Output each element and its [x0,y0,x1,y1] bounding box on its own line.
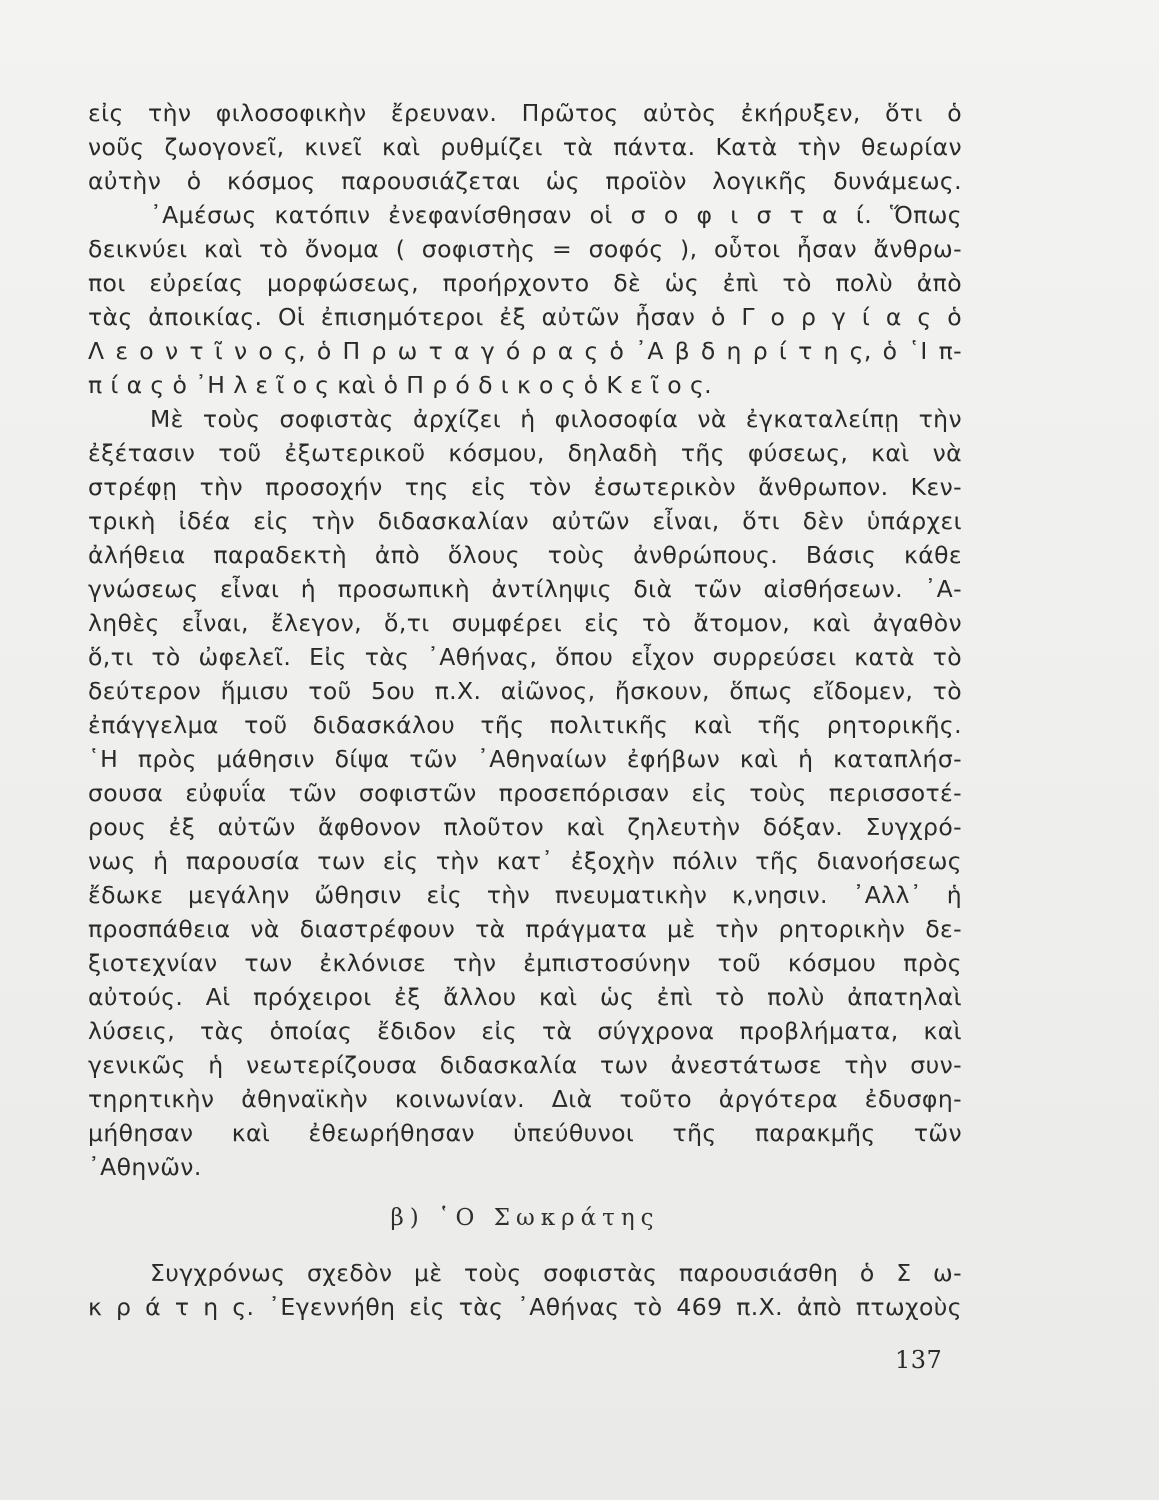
paragraph-2-line-6: π ί α ς ὁ ᾿Η λ ε ῖ ο ς καὶ ὁ Π ρ ό δ ι κ ο ς ὁ Κ ε ῖ ο ς. [88,371,713,399]
paragraph-3-line-17: ξιοτεχνίαν των ἐκλόνισε τὴν ἐμπιστοσύνην τοῦ κόσμου πρὸς [88,949,962,977]
paragraph-4-line-1: Συγχρόνως σχεδὸν μὲ τοὺς σοφιστὰς παρουσιάσθη ὁ Σ ω- [150,1259,962,1287]
paragraph-3-line-15: ἔδωκε μεγάλην ὤθησιν εἰς τὴν πνευματικὴν κ,νησιν. ᾿Αλλ᾿ ἡ [88,881,962,909]
paragraph-3-line-19: λύσεις, τὰς ὁποίας ἔδιδον εἰς τὰ σύγχρονα προβλήματα, καὶ [88,1017,962,1045]
paragraph-3-line-7: ληθὲς εἶναι, ἔλεγον, ὅ,τι συμφέρει εἰς τὸ ἄτομον, καὶ ἀγαθὸν [88,609,962,637]
section-heading: β) ῾Ο Σωκράτης [390,1205,660,1231]
paragraph-2-line-5: Λ ε ο ν τ ῖ ν ο ς, ὁ Π ρ ω τ α γ ό ρ α ς ὁ ᾿Α β δ η ρ ί τ η ς, ὁ ῾Ι π- [88,337,962,365]
paragraph-3-line-9: δεύτερον ἥμισυ τοῦ 5ου π.Χ. αἰῶνος, ἤσκουν, ὅπως εἴδομεν, τὸ [88,677,962,705]
paragraph-2-line-4: τὰς ἀποικίας. Οἱ ἐπισημότεροι ἐξ αὐτῶν ἦσαν ὁ Γ ο ρ γ ί α ς ὁ [88,303,962,331]
paragraph-4-line-2: κ ρ ά τ η ς. ᾿Εγεννήθη εἰς τὰς ᾿Αθήνας τὸ 469 π.Χ. ἀπὸ πτωχοὺς [88,1293,962,1321]
paragraph-3-line-4: τρικὴ ἰδέα εἰς τὴν διδασκαλίαν αὐτῶν εἶναι, ὅτι δὲν ὑπάρχει [88,507,962,535]
paragraph-3-line-5: ἀλήθεια παραδεκτὴ ἀπὸ ὅλους τοὺς ἀνθρώπους. Βάσις κάθε [88,541,962,569]
paragraph-3-line-13: ρους ἐξ αὐτῶν ἄφθονον πλοῦτον καὶ ζηλευτὴν δόξαν. Συγχρό- [88,813,962,841]
paragraph-3-line-12: σουσα εὐφυΐα τῶν σοφιστῶν προσεπόρισαν εἰς τοὺς περισσοτέ- [88,779,962,807]
paragraph-3-line-8: ὅ,τι τὸ ὠφελεῖ. Εἰς τὰς ᾿Αθήνας, ὅπου εἶχον συρρεύσει κατὰ τὸ [88,643,962,671]
paragraph-3-line-2: ἐξέτασιν τοῦ ἐξωτερικοῦ κόσμου, δηλαδὴ τῆς φύσεως, καὶ νὰ [88,439,962,467]
paragraph-3-line-6: γνώσεως εἶναι ἡ προσωπικὴ ἀντίληψις διὰ τῶν αἰσθήσεων. ᾿Α- [88,575,962,603]
paragraph-3-line-1: Μὲ τοὺς σοφιστὰς ἀρχίζει ἡ φιλοσοφία νὰ ἐγκαταλείπῃ τὴν [150,405,962,433]
paragraph-3-line-18: αὐτούς. Αἱ πρόχειροι ἐξ ἄλλου καὶ ὡς ἐπὶ τὸ πολὺ ἀπατηλαὶ [88,983,962,1011]
paragraph-2-line-1: ᾿Αμέσως κατόπιν ἐνεφανίσθησαν οἱ σ ο φ ι σ τ α ί. Ὅπως [150,201,962,229]
paragraph-3-line-21: τηρητικὴν ἀθηναϊκὴν κοινωνίαν. Διὰ τοῦτο ἀργότερα ἐδυσφη- [88,1085,962,1113]
paragraph-2-line-3: ποι εὐρείας μορφώσεως, προήρχοντο δὲ ὡς ἐπὶ τὸ πολὺ ἀπὸ [88,269,962,297]
paragraph-3-line-22: μήθησαν καὶ ἐθεωρήθησαν ὑπεύθυνοι τῆς παρακμῆς τῶν [88,1119,962,1147]
paragraph-3-line-23: ᾿Αθηνῶν. [88,1153,202,1181]
paragraph-3-line-14: νως ἡ παρουσία των εἰς τὴν κατ᾿ ἐξοχὴν πόλιν τῆς διανοήσεως [88,847,962,875]
paragraph-3-line-10: ἐπάγγελμα τοῦ διδασκάλου τῆς πολιτικῆς καὶ τῆς ρητορικῆς. [88,711,962,739]
paragraph-3-line-3: στρέφῃ τὴν προσοχήν της εἰς τὸν ἐσωτερικὸν ἄνθρωπον. Κεν- [88,473,962,501]
paragraph-1-line-1: εἰς τὴν φιλοσοφικὴν ἔρευναν. Πρῶτος αὐτὸς ἐκήρυξεν, ὅτι ὁ [88,99,962,127]
paragraph-1-line-3: αὐτὴν ὁ κόσμος παρουσιάζεται ὡς προϊὸν λογικῆς δυνάμεως. [88,167,962,195]
page-number: 137 [895,1346,943,1374]
paragraph-3-line-16: προσπάθεια νὰ διαστρέφουν τὰ πράγματα μὲ τὴν ρητορικὴν δε- [88,915,962,943]
paragraph-3-line-11: ῾Η πρὸς μάθησιν δίψα τῶν ᾿Αθηναίων ἐφήβων καὶ ἡ καταπλήσ- [88,745,962,773]
paragraph-1-line-2: νοῦς ζωογονεῖ, κινεῖ καὶ ρυθμίζει τὰ πάντα. Κατὰ τὴν θεωρίαν [88,133,962,161]
paragraph-3-line-20: γενικῶς ἡ νεωτερίζουσα διδασκαλία των ἀνεστάτωσε τὴν συν- [88,1051,962,1079]
paragraph-2-line-2: δεικνύει καὶ τὸ ὄνομα ( σοφιστὴς = σοφός ), οὗτοι ἦσαν ἄνθρω- [88,235,962,263]
